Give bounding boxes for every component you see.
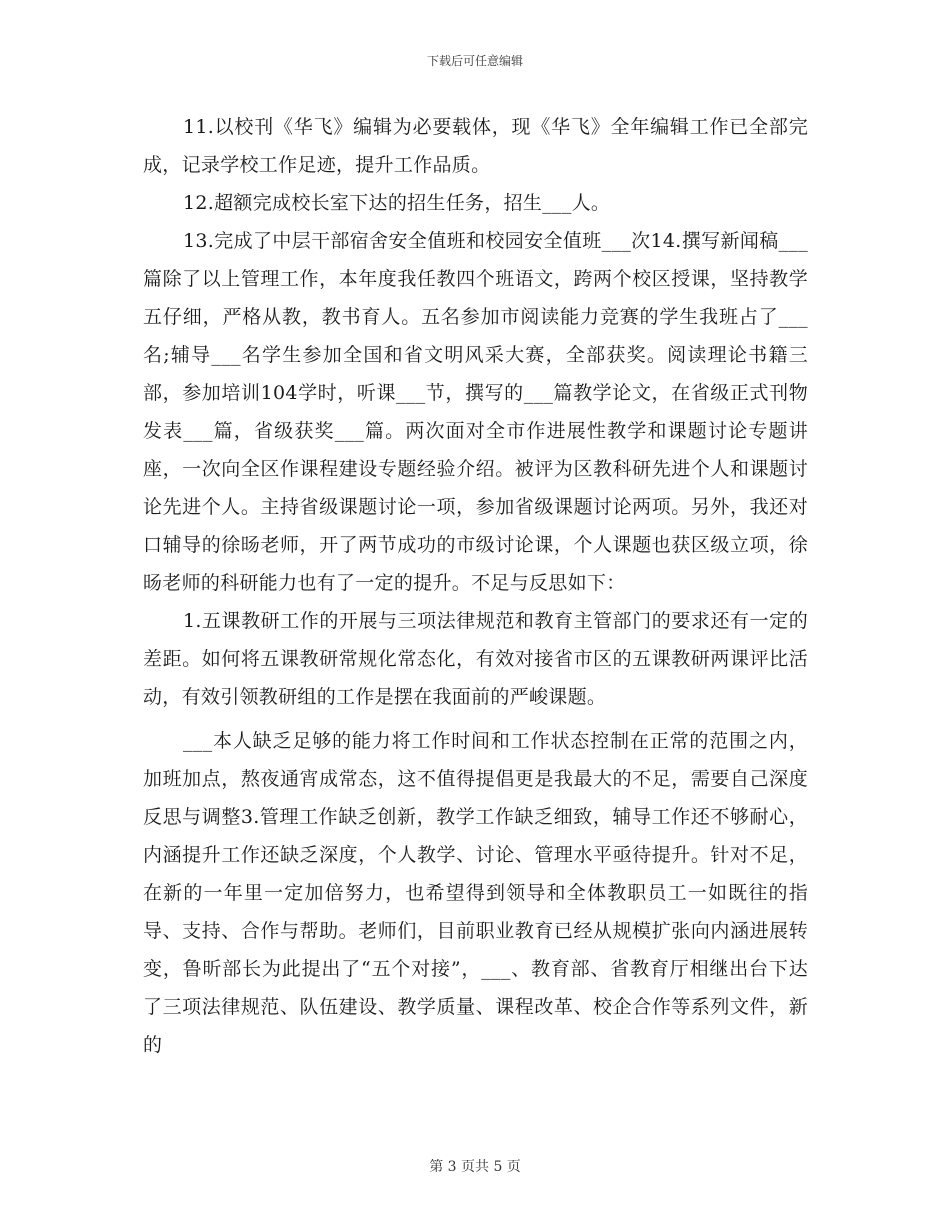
page-header: 下载后可任意编辑 bbox=[426, 54, 523, 68]
paragraph-item-11: 11.以校刊《华飞》编辑为必要载体，现《华飞》全年编辑工作已全部完成，记录学校工作足迹，提升工作品质。 bbox=[143, 116, 808, 176]
document-body bbox=[143, 108, 808, 1064]
paragraph-shortcoming-2: ___本人缺乏足够的能力将工作时间和工作状态控制在正常的范围之内，加班加点，熬夜通宵成常态，这不值得提倡更是我最大的不足，需要自己深度反思与调整3.管理工作缺乏创新，教学工作缺乏细致，辅导工作还不够耐心，内涵提升工作还缺乏深度，个人教学、讨论、管理水平亟待提升。针对不足，在新的一年里一定加倍努力，也希望得到领导和全体教职员工一如既往的指导、支持、合作与帮助。老师们，目前职业教育已经从规模扩张向内涵进展转变，鲁昕部长为此提出了“五个对接”，___、教育部、省教育厅相继出台下达了三项法律规范、队伍建设、教学质量、课程改革、校企合作等系列文件，新的 bbox=[143, 730, 808, 1056]
paragraph-item-13: 13.完成了中层干部宿舍安全值班和校园安全值班___次14.撰写新闻稿___篇除了以上管理工作，本年度我任教四个班语文，跨两个校区授课，坚持教学五仔细，严格从教，教书育人。五名参加市阅读能力竞赛的学生我班占了___名;辅导___名学生参加全国和省文明风采大赛，全部获奖。阅读理论书籍三部，参加培训104学时，听课___节，撰写的___篇教学论文，在省级正式刊物发表___篇，省级获奖___篇。两次面对全市作进展性教学和课题讨论专题讲座，一次向全区作课程建设专题经验介绍。被评为区教科研先进个人和课题讨论先进个人。主持省级课题讨论一项，参加省级课题讨论两项。另外，我还对口辅导的徐旸老师，开了两节成功的市级讨论课，个人课题也获区级立项，徐旸老师的科研能力也有了一定的提升。不足与反思如下： bbox=[143, 230, 808, 594]
paragraph-item-12: 12.超额完成校长室下达的招生任务，招生___人。 bbox=[183, 192, 611, 214]
paragraph-shortcoming-1: 1.五课教研工作的开展与三项法律规范和教育主管部门的要求还有一定的差距。如何将五课教研常规化常态化，有效对接省市区的五课教研两课评比活动，有效引领教研组的工作是摆在我面前的严峻课题。 bbox=[143, 610, 808, 708]
page-number: 第 3 页共 5 页 bbox=[429, 1159, 521, 1175]
